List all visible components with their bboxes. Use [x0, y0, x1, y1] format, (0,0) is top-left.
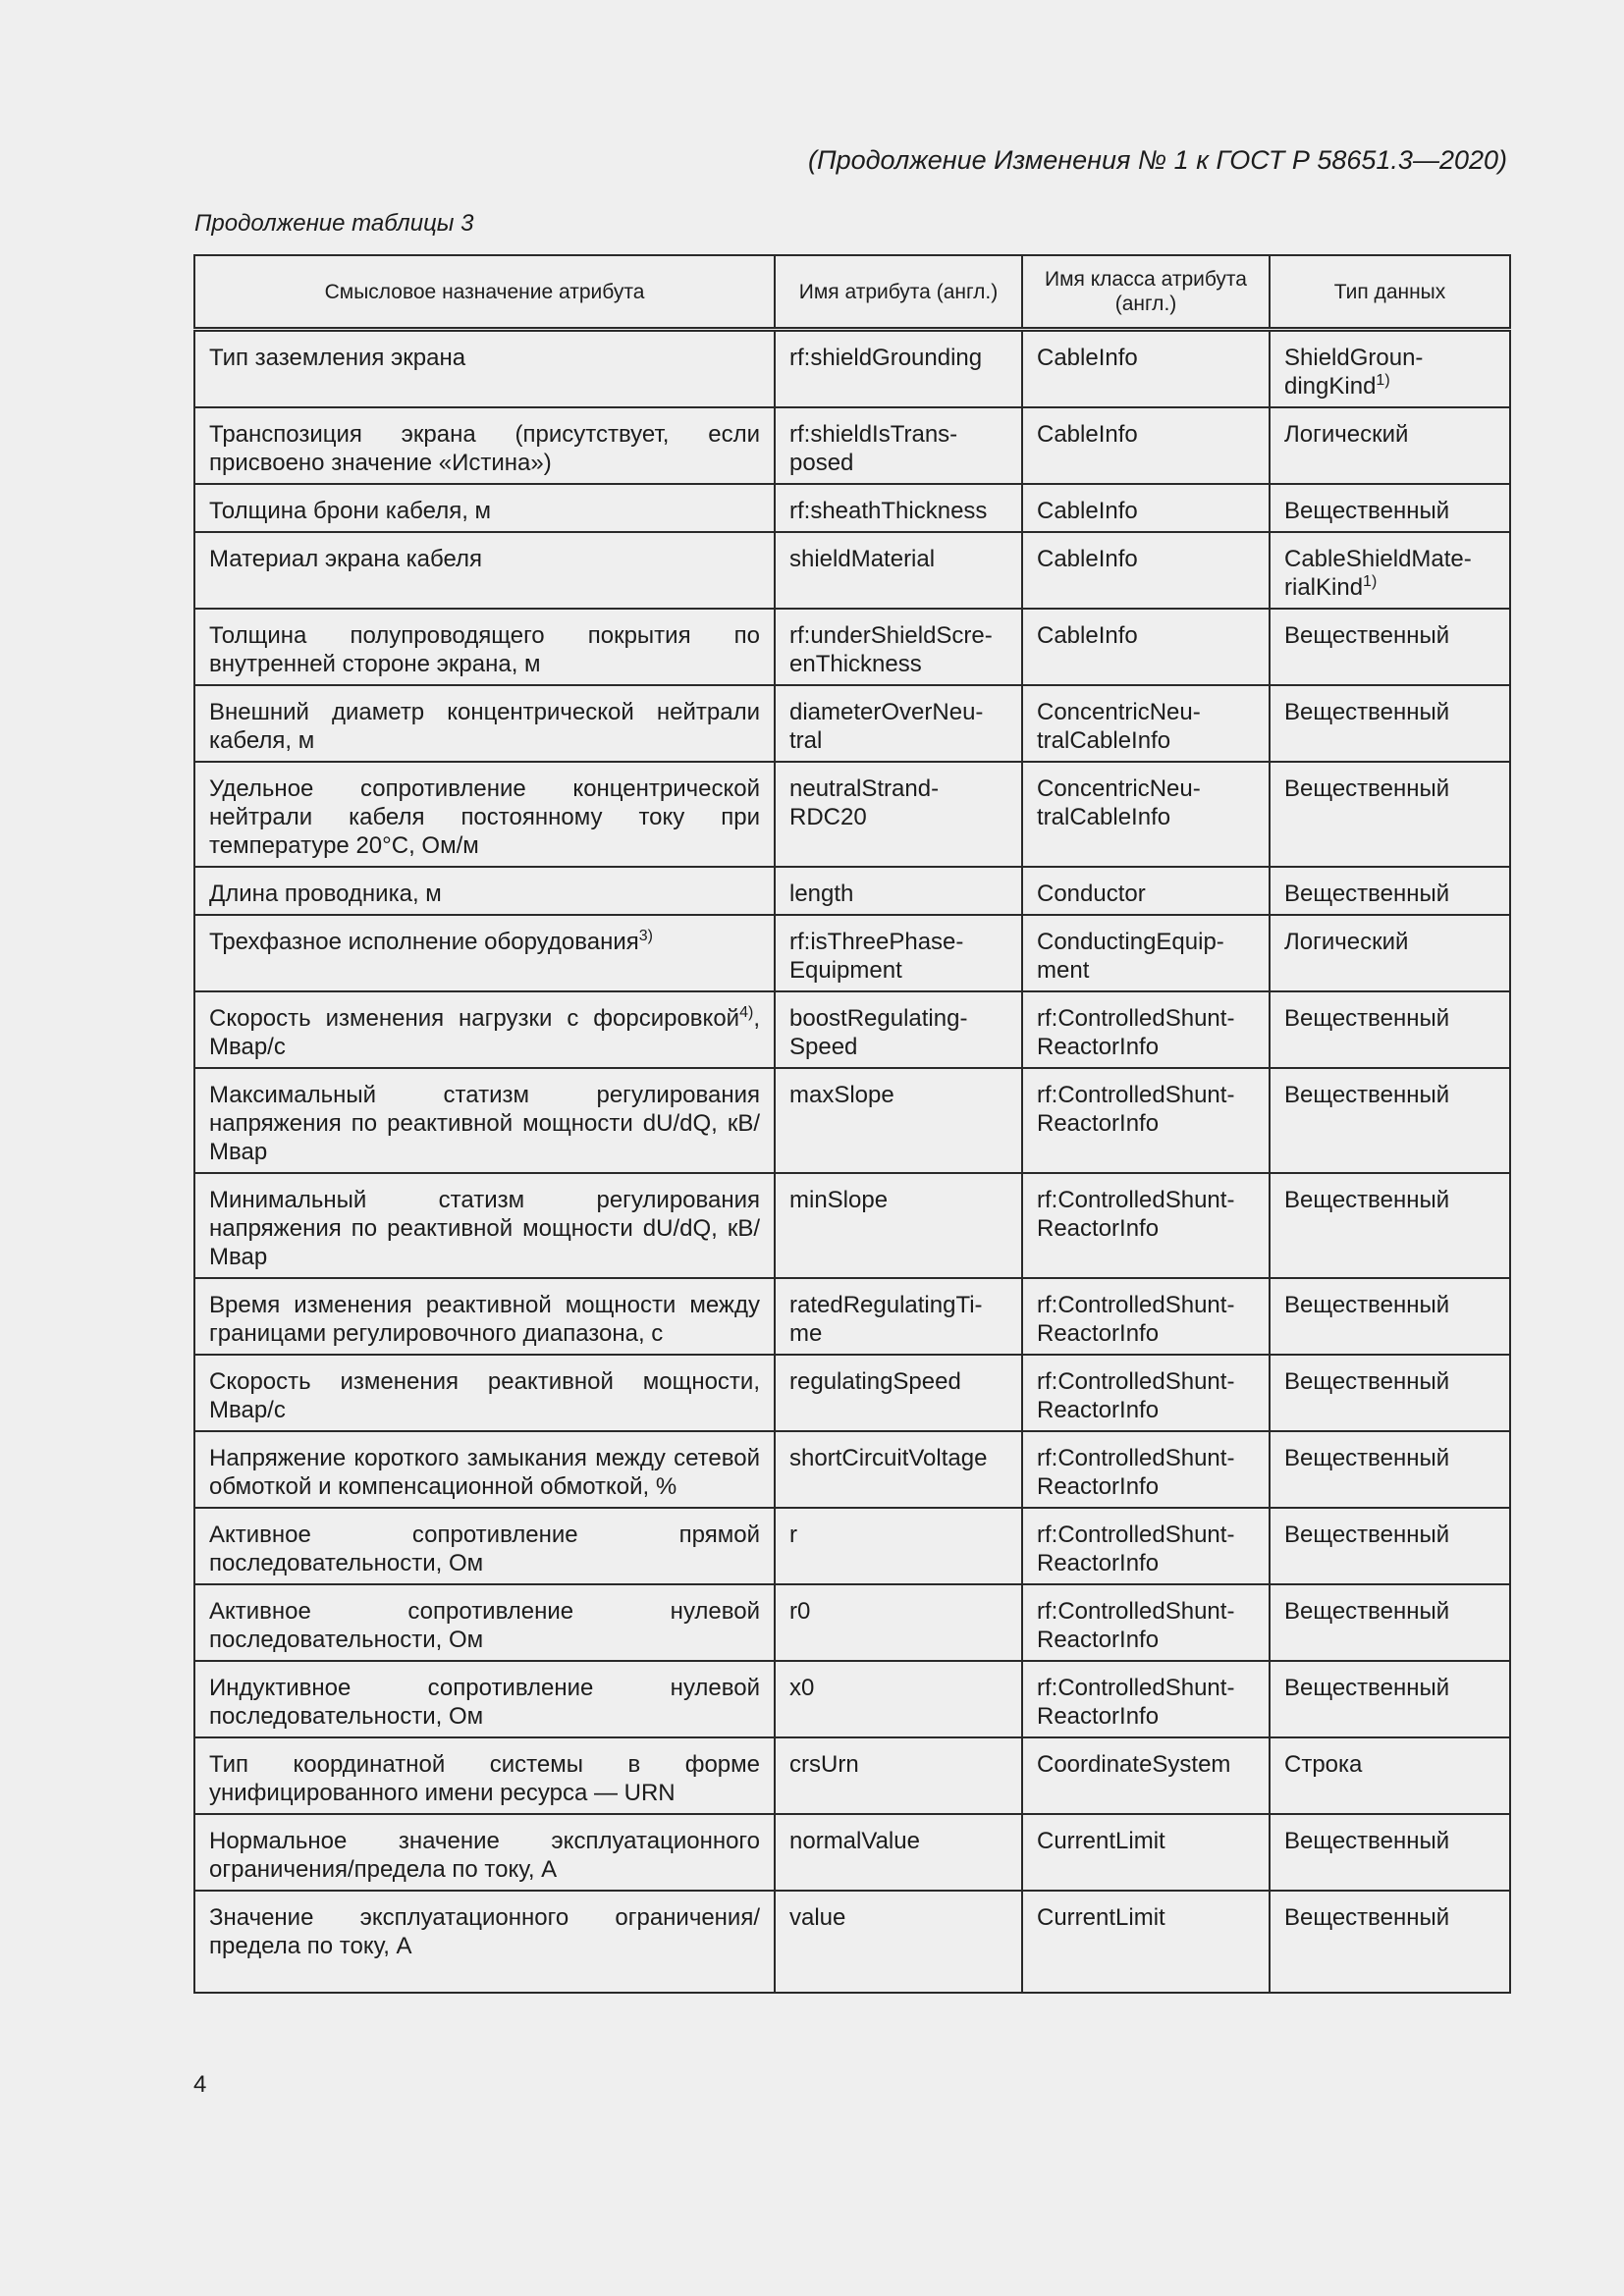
- attribute-name-text: rf:underShieldScre-enThickness: [789, 622, 993, 677]
- cell-class-name: [1022, 1278, 1270, 1355]
- table-row: [194, 1431, 1510, 1508]
- footnote-ref: 3): [638, 928, 653, 944]
- meaning-text: Внешний диаметр концентрической нейтрали кабеля, м: [209, 699, 760, 754]
- cell-attribute-name: [775, 685, 1022, 762]
- class-name-text: CableInfo: [1037, 546, 1138, 572]
- cell-attribute-name: [775, 609, 1022, 685]
- attribute-name-text: shieldMaterial: [789, 546, 936, 572]
- cell-attribute-name: [775, 1173, 1022, 1278]
- class-name-text: CoordinateSystem: [1037, 1751, 1231, 1778]
- column-header-attribute-name: Имя атрибута (англ.): [775, 255, 1022, 330]
- cell-attribute-name: [775, 1508, 1022, 1584]
- cell-meaning: [194, 685, 775, 762]
- table-row: [194, 1584, 1510, 1661]
- data-type-text: Вещественный: [1284, 1675, 1450, 1701]
- cell-class-name: [1022, 407, 1270, 484]
- meaning-text: Нормальное значение эксплуатационного ограничения/предела по току, А: [209, 1828, 760, 1883]
- cell-data-type: [1270, 484, 1510, 532]
- attribute-name-text: neutralStrand-RDC20: [789, 775, 940, 830]
- class-name-text: rf:ControlledShunt-ReactorInfo: [1037, 1368, 1235, 1423]
- table-row: [194, 1891, 1510, 1993]
- cell-attribute-name: [775, 1661, 1022, 1737]
- attribute-name-text: crsUrn: [789, 1751, 859, 1778]
- cell-class-name: [1022, 330, 1270, 408]
- table-caption: Продолжение таблицы 3: [194, 210, 474, 237]
- cell-class-name: [1022, 1737, 1270, 1814]
- cell-data-type: [1270, 1431, 1510, 1508]
- class-name-text: CableInfo: [1037, 345, 1138, 371]
- data-type-text: Вещественный: [1284, 775, 1450, 802]
- meaning-text: Тип заземления экрана: [209, 345, 466, 371]
- meaning-text: Напряжение короткого замыкания между сетевой обмоткой и компенсационной обмоткой, %: [209, 1445, 760, 1500]
- table-header: [194, 255, 1510, 330]
- cell-meaning: [194, 991, 775, 1068]
- cell-meaning: [194, 1737, 775, 1814]
- class-name-text: rf:ControlledShunt-ReactorInfo: [1037, 1445, 1235, 1500]
- meaning-text: Минимальный статизм регулирования напряжения по реактивной мощности dU/dQ, кВ/Мвар: [209, 1187, 760, 1270]
- table-row: [194, 867, 1510, 915]
- table-row: [194, 762, 1510, 867]
- attribute-name-text: r0: [789, 1598, 811, 1625]
- attribute-name-text: regulatingSpeed: [789, 1368, 961, 1395]
- data-type-text: Логический: [1284, 929, 1409, 955]
- cell-attribute-name: [775, 1431, 1022, 1508]
- cell-class-name: [1022, 1584, 1270, 1661]
- data-type-text: Вещественный: [1284, 1005, 1450, 1032]
- meaning-text: Активное сопротивление прямой последовательности, Ом: [209, 1522, 760, 1576]
- cell-attribute-name: [775, 1737, 1022, 1814]
- cell-data-type: [1270, 1068, 1510, 1173]
- attribute-name-text: rf:isThreePhase-Equipment: [789, 929, 964, 984]
- cell-data-type: [1270, 1173, 1510, 1278]
- cell-attribute-name: [775, 1891, 1022, 1993]
- cell-meaning: [194, 867, 775, 915]
- cell-data-type: [1270, 1891, 1510, 1993]
- attribute-name-text: ratedRegulatingTi-me: [789, 1292, 983, 1347]
- cell-meaning: [194, 609, 775, 685]
- table-row: [194, 1173, 1510, 1278]
- cell-attribute-name: [775, 407, 1022, 484]
- meaning-text: Трехфазное исполнение оборудования: [209, 929, 639, 955]
- class-name-text: rf:ControlledShunt-ReactorInfo: [1037, 1005, 1235, 1060]
- table-body: [194, 330, 1510, 1994]
- footnote-ref: 1): [1363, 573, 1378, 590]
- cell-class-name: [1022, 532, 1270, 609]
- cell-meaning: [194, 1173, 775, 1278]
- cell-meaning: [194, 1068, 775, 1173]
- cell-data-type: [1270, 991, 1510, 1068]
- cell-attribute-name: [775, 1355, 1022, 1431]
- cell-attribute-name: [775, 762, 1022, 867]
- cell-data-type: [1270, 330, 1510, 408]
- data-type-text: CableShieldMate-rialKind: [1284, 546, 1472, 601]
- table-row: [194, 532, 1510, 609]
- meaning-text: Максимальный статизм регулирования напряжения по реактивной мощности dU/dQ, кВ/Мвар: [209, 1082, 760, 1165]
- attribute-name-text: x0: [789, 1675, 815, 1701]
- table-row: [194, 330, 1510, 408]
- meaning-text: Удельное сопротивление концентрической нейтрали кабеля постоянному току при температуре 20°С, Ом/м: [209, 775, 760, 859]
- cell-data-type: [1270, 1508, 1510, 1584]
- data-type-text: Вещественный: [1284, 1904, 1450, 1931]
- column-header-class-name: Имя класса атрибута (англ.): [1022, 255, 1270, 330]
- class-name-text: CurrentLimit: [1037, 1828, 1165, 1854]
- cell-meaning: [194, 1508, 775, 1584]
- table-row: [194, 1278, 1510, 1355]
- meaning-text: Толщина брони кабеля, м: [209, 498, 492, 524]
- meaning-text: Материал экрана кабеля: [209, 546, 483, 572]
- class-name-text: rf:ControlledShunt-ReactorInfo: [1037, 1292, 1235, 1347]
- meaning-text-tail: , Мвар/с: [209, 1005, 760, 1060]
- attribute-name-text: rf:shieldGrounding: [789, 345, 983, 371]
- attribute-name-text: rf:sheathThickness: [789, 498, 988, 524]
- table-row: [194, 484, 1510, 532]
- data-type-text: Строка: [1284, 1751, 1363, 1778]
- cell-attribute-name: [775, 867, 1022, 915]
- cell-meaning: [194, 915, 775, 991]
- cell-data-type: [1270, 1661, 1510, 1737]
- cell-class-name: [1022, 915, 1270, 991]
- attributes-table: [193, 254, 1511, 1994]
- meaning-text: Тип координатной системы в форме унифицированного имени ресурса — URN: [209, 1751, 760, 1806]
- data-type-text: Вещественный: [1284, 1082, 1450, 1108]
- footnote-ref: 1): [1376, 372, 1390, 389]
- class-name-text: CableInfo: [1037, 622, 1138, 649]
- data-type-text: Вещественный: [1284, 1598, 1450, 1625]
- cell-data-type: [1270, 867, 1510, 915]
- attribute-name-text: normalValue: [789, 1828, 920, 1854]
- data-type-text: Вещественный: [1284, 881, 1450, 907]
- cell-class-name: [1022, 991, 1270, 1068]
- table-row: [194, 407, 1510, 484]
- cell-attribute-name: [775, 484, 1022, 532]
- cell-meaning: [194, 1278, 775, 1355]
- cell-attribute-name: [775, 1068, 1022, 1173]
- meaning-text: Время изменения реактивной мощности между границами регулировочного диапазона, с: [209, 1292, 760, 1347]
- cell-meaning: [194, 1814, 775, 1891]
- meaning-text: Значение эксплуатационного ограничения/предела по току, А: [209, 1904, 760, 1959]
- attribute-name-text: shortCircuitVoltage: [789, 1445, 988, 1471]
- class-name-text: CurrentLimit: [1037, 1904, 1165, 1931]
- header-row: [194, 255, 1510, 330]
- table-row: [194, 609, 1510, 685]
- meaning-text: Толщина полупроводящего покрытия по внутренней стороне экрана, м: [209, 622, 760, 677]
- table-row: [194, 1814, 1510, 1891]
- class-name-text: Conductor: [1037, 881, 1146, 907]
- table-row: [194, 1508, 1510, 1584]
- data-type-text: Вещественный: [1284, 1368, 1450, 1395]
- cell-class-name: [1022, 1431, 1270, 1508]
- cell-class-name: [1022, 762, 1270, 867]
- class-name-text: rf:ControlledShunt-ReactorInfo: [1037, 1187, 1235, 1242]
- class-name-text: rf:ControlledShunt-ReactorInfo: [1037, 1082, 1235, 1137]
- cell-class-name: [1022, 867, 1270, 915]
- data-type-text: ShieldGroun-dingKind: [1284, 345, 1424, 400]
- cell-class-name: [1022, 1068, 1270, 1173]
- attribute-name-text: r: [789, 1522, 797, 1548]
- meaning-text: Скорость изменения реактивной мощности, Мвар/с: [209, 1368, 760, 1423]
- class-name-text: ConductingEquip-ment: [1037, 929, 1224, 984]
- cell-data-type: [1270, 1814, 1510, 1891]
- class-name-text: rf:ControlledShunt-ReactorInfo: [1037, 1598, 1235, 1653]
- cell-meaning: [194, 484, 775, 532]
- class-name-text: CableInfo: [1037, 421, 1138, 448]
- cell-meaning: [194, 1891, 775, 1993]
- cell-class-name: [1022, 1355, 1270, 1431]
- cell-data-type: [1270, 1737, 1510, 1814]
- attribute-name-text: minSlope: [789, 1187, 889, 1213]
- column-header-meaning: Смысловое назначение атрибута: [194, 255, 775, 330]
- cell-meaning: [194, 1355, 775, 1431]
- cell-class-name: [1022, 609, 1270, 685]
- cell-class-name: [1022, 1508, 1270, 1584]
- cell-meaning: [194, 1661, 775, 1737]
- cell-class-name: [1022, 1891, 1270, 1993]
- cell-data-type: [1270, 407, 1510, 484]
- cell-data-type: [1270, 685, 1510, 762]
- cell-data-type: [1270, 532, 1510, 609]
- attribute-name-text: maxSlope: [789, 1082, 894, 1108]
- class-name-text: ConcentricNeu-tralCableInfo: [1037, 775, 1201, 830]
- table-row: [194, 685, 1510, 762]
- cell-data-type: [1270, 1584, 1510, 1661]
- meaning-text: Скорость изменения нагрузки с форсировкой: [209, 1005, 740, 1032]
- cell-attribute-name: [775, 991, 1022, 1068]
- cell-meaning: [194, 1431, 775, 1508]
- data-type-text: Вещественный: [1284, 498, 1450, 524]
- attribute-name-text: diameterOverNeu-tral: [789, 699, 984, 754]
- cell-class-name: [1022, 484, 1270, 532]
- cell-meaning: [194, 330, 775, 408]
- attribute-name-text: value: [789, 1904, 846, 1931]
- meaning-text: Транспозиция экрана (присутствует, если присвоено значение «Истина»): [209, 421, 760, 476]
- meaning-text: Индуктивное сопротивление нулевой последовательности, Ом: [209, 1675, 760, 1730]
- cell-data-type: [1270, 762, 1510, 867]
- cell-attribute-name: [775, 1278, 1022, 1355]
- document-header: (Продолжение Изменения № 1 к ГОСТ Р 58651.3—2020): [808, 145, 1507, 175]
- cell-attribute-name: [775, 915, 1022, 991]
- data-type-text: Вещественный: [1284, 1828, 1450, 1854]
- table-row: [194, 991, 1510, 1068]
- table-row: [194, 1737, 1510, 1814]
- cell-data-type: [1270, 915, 1510, 991]
- cell-data-type: [1270, 609, 1510, 685]
- cell-attribute-name: [775, 532, 1022, 609]
- cell-attribute-name: [775, 1584, 1022, 1661]
- cell-meaning: [194, 407, 775, 484]
- attribute-name-text: rf:shieldIsTrans-posed: [789, 421, 958, 476]
- table-row: [194, 915, 1510, 991]
- cell-attribute-name: [775, 1814, 1022, 1891]
- class-name-text: rf:ControlledShunt-ReactorInfo: [1037, 1522, 1235, 1576]
- cell-class-name: [1022, 1814, 1270, 1891]
- data-type-text: Вещественный: [1284, 1522, 1450, 1548]
- data-type-text: Вещественный: [1284, 1187, 1450, 1213]
- cell-class-name: [1022, 1173, 1270, 1278]
- data-type-text: Логический: [1284, 421, 1409, 448]
- cell-data-type: [1270, 1278, 1510, 1355]
- class-name-text: rf:ControlledShunt-ReactorInfo: [1037, 1675, 1235, 1730]
- class-name-text: CableInfo: [1037, 498, 1138, 524]
- table-row: [194, 1661, 1510, 1737]
- table-row: [194, 1355, 1510, 1431]
- data-type-text: Вещественный: [1284, 1292, 1450, 1318]
- footnote-ref: 4): [739, 1004, 754, 1021]
- data-type-text: Вещественный: [1284, 699, 1450, 725]
- cell-class-name: [1022, 1661, 1270, 1737]
- cell-class-name: [1022, 685, 1270, 762]
- class-name-text: ConcentricNeu-tralCableInfo: [1037, 699, 1201, 754]
- table-row: [194, 1068, 1510, 1173]
- page-number: 4: [193, 2071, 207, 2098]
- attribute-name-text: length: [789, 881, 854, 907]
- meaning-text: Активное сопротивление нулевой последовательности, Ом: [209, 1598, 760, 1653]
- data-type-text: Вещественный: [1284, 622, 1450, 649]
- data-type-text: Вещественный: [1284, 1445, 1450, 1471]
- column-header-data-type: Тип данных: [1270, 255, 1510, 330]
- meaning-text: Длина проводника, м: [209, 881, 442, 907]
- cell-meaning: [194, 762, 775, 867]
- cell-data-type: [1270, 1355, 1510, 1431]
- cell-meaning: [194, 1584, 775, 1661]
- cell-meaning: [194, 532, 775, 609]
- cell-attribute-name: [775, 330, 1022, 408]
- attribute-name-text: boostRegulating-Speed: [789, 1005, 968, 1060]
